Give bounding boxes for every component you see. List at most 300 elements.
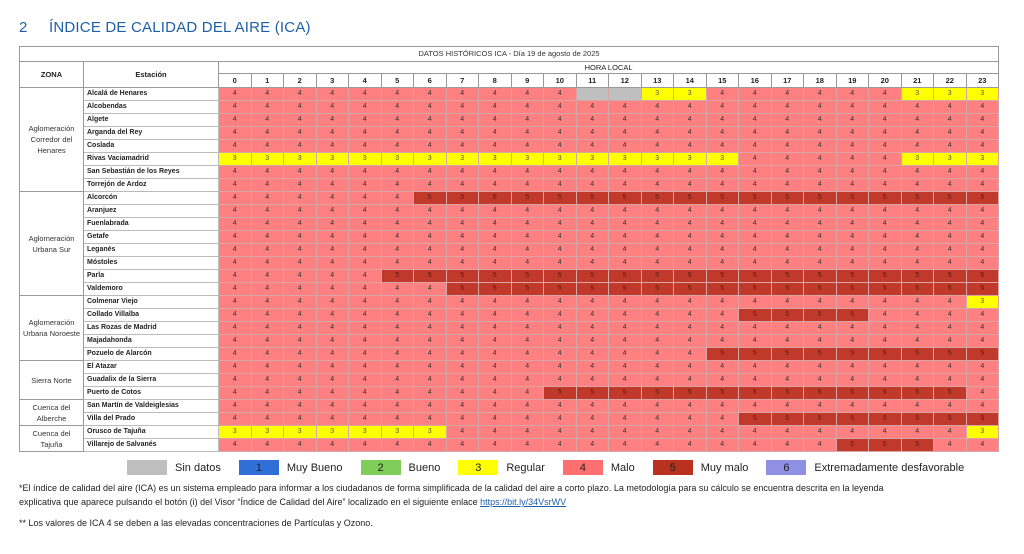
ica-value-cell: 4 (381, 231, 414, 244)
ica-value-cell: 4 (934, 257, 967, 270)
ica-value-cell: 3 (251, 426, 284, 439)
ica-value-cell: 4 (934, 218, 967, 231)
ica-value-cell: 4 (349, 127, 382, 140)
ica-value-cell: 4 (609, 205, 642, 218)
hour-header: 15 (706, 74, 739, 88)
ica-value-cell: 4 (869, 361, 902, 374)
ica-value-cell: 4 (446, 205, 479, 218)
ica-value-cell: 5 (901, 413, 934, 426)
ica-value-cell: 3 (219, 426, 252, 439)
ica-value-cell: 4 (804, 231, 837, 244)
legend-swatch: 4 (563, 460, 603, 475)
ica-value-cell: 4 (316, 257, 349, 270)
ica-value-cell: 4 (706, 309, 739, 322)
ica-value-cell: 4 (219, 309, 252, 322)
ica-value-cell: 4 (251, 218, 284, 231)
ica-value-cell: 4 (934, 335, 967, 348)
station-row (20, 101, 999, 114)
ica-value-cell: 4 (316, 387, 349, 400)
ica-value-cell: 4 (609, 400, 642, 413)
ica-value-cell: 4 (966, 140, 999, 153)
ica-value-cell: 4 (219, 244, 252, 257)
ica-value-cell: 4 (771, 205, 804, 218)
ica-value-cell: 4 (479, 322, 512, 335)
hora-local-header: HORA LOCAL (219, 62, 999, 74)
ica-value-cell: 4 (869, 374, 902, 387)
ica-value-cell: 4 (251, 309, 284, 322)
ica-value-cell: 3 (381, 426, 414, 439)
zone-label: Sierra Norte (20, 361, 84, 400)
station-row (20, 205, 999, 218)
ica-value-cell: 4 (349, 439, 382, 452)
station-row (20, 192, 999, 205)
ica-value-cell: 4 (609, 166, 642, 179)
ica-value-cell: 5 (706, 348, 739, 361)
ica-value-cell: 4 (479, 244, 512, 257)
station-row (20, 127, 999, 140)
ica-value-cell: 5 (674, 387, 707, 400)
ica-value-cell: 4 (479, 426, 512, 439)
ica-value-cell: 4 (674, 322, 707, 335)
ica-value-cell: 4 (511, 400, 544, 413)
ica-value-cell: 4 (739, 153, 772, 166)
ica-value-cell: 4 (706, 114, 739, 127)
ica-value-cell: 4 (349, 283, 382, 296)
ica-value-cell: 4 (544, 257, 577, 270)
ica-value-cell: 4 (576, 322, 609, 335)
ica-value-cell: 4 (804, 140, 837, 153)
ica-value-cell: 4 (641, 140, 674, 153)
ica-value-cell: 4 (349, 348, 382, 361)
ica-value-cell: 4 (381, 166, 414, 179)
ica-value-cell: 4 (219, 257, 252, 270)
ica-value-cell: 4 (511, 439, 544, 452)
ica-value-cell: 4 (446, 374, 479, 387)
ica-value-cell: 4 (544, 400, 577, 413)
ica-value-cell: 4 (804, 218, 837, 231)
ica-value-cell: 4 (934, 374, 967, 387)
ica-value-cell: 4 (674, 400, 707, 413)
ica-value-cell: 4 (966, 114, 999, 127)
ica-value-cell: 4 (381, 322, 414, 335)
legend-swatch: 6 (766, 460, 806, 475)
ica-value-cell: 5 (934, 192, 967, 205)
ica-value-cell: 4 (446, 101, 479, 114)
ica-value-cell: 4 (836, 426, 869, 439)
ica-value-cell: 4 (414, 400, 447, 413)
ica-value-cell: 4 (414, 283, 447, 296)
ica-value-cell: 4 (641, 309, 674, 322)
station-name: Fuenlabrada (84, 218, 219, 231)
ica-value-cell: 4 (284, 296, 317, 309)
ica-value-cell: 4 (576, 335, 609, 348)
hour-header: 9 (511, 74, 544, 88)
ica-value-cell: 4 (706, 127, 739, 140)
ica-value-cell: 4 (641, 257, 674, 270)
ica-value-cell: 4 (511, 413, 544, 426)
ica-value-cell: 4 (836, 127, 869, 140)
hour-header: 13 (641, 74, 674, 88)
legend-label: Sin datos (175, 461, 221, 474)
ica-value-cell: 5 (901, 387, 934, 400)
ica-value-cell: 4 (771, 361, 804, 374)
ica-value-cell: 4 (934, 140, 967, 153)
ica-value-cell: 4 (381, 400, 414, 413)
section-number: 2 (19, 19, 28, 36)
ica-value-cell: 4 (316, 140, 349, 153)
ica-value-cell: 4 (251, 88, 284, 101)
ica-value-cell: 4 (511, 166, 544, 179)
ica-value-cell: 4 (576, 114, 609, 127)
ica-value-cell: 4 (674, 335, 707, 348)
ica-value-cell: 4 (381, 335, 414, 348)
ica-value-cell: 4 (804, 244, 837, 257)
ica-value-cell: 4 (284, 374, 317, 387)
ica-value-cell: 4 (316, 296, 349, 309)
ica-value-cell: 5 (869, 270, 902, 283)
ica-value-cell: 4 (901, 309, 934, 322)
station-name: Villa del Prado (84, 413, 219, 426)
station-name: San Martín de Valdeiglesias (84, 400, 219, 413)
ica-value-cell: 4 (511, 309, 544, 322)
ica-value-cell: 4 (544, 179, 577, 192)
ica-value-cell: 4 (511, 426, 544, 439)
ica-value-cell: 3 (706, 153, 739, 166)
hour-header: 3 (316, 74, 349, 88)
ica-value-cell: 4 (349, 361, 382, 374)
ica-value-cell: 4 (901, 101, 934, 114)
ica-value-cell: 5 (706, 283, 739, 296)
ica-value-cell: 4 (414, 205, 447, 218)
station-name: Coslada (84, 140, 219, 153)
hour-header: 23 (966, 74, 999, 88)
section-title: ÍNDICE DE CALIDAD DEL AIRE (ICA) (49, 19, 311, 36)
ica-value-cell: 4 (641, 244, 674, 257)
ica-value-cell: 4 (869, 322, 902, 335)
ica-value-cell: 5 (479, 270, 512, 283)
hour-header: 2 (284, 74, 317, 88)
ica-value-cell: 5 (804, 309, 837, 322)
ica-value-cell: 4 (479, 413, 512, 426)
ica-value-cell: 4 (706, 244, 739, 257)
ica-value-cell: 3 (674, 153, 707, 166)
ica-value-cell: 4 (966, 127, 999, 140)
ica-value-cell: 4 (316, 179, 349, 192)
ica-value-cell: 4 (869, 244, 902, 257)
station-name: Alcobendas (84, 101, 219, 114)
ica-value-cell: 4 (349, 413, 382, 426)
ica-value-cell: 4 (771, 296, 804, 309)
ica-value-cell: 4 (349, 166, 382, 179)
ica-value-cell: 5 (446, 283, 479, 296)
ica-value-cell: 4 (414, 348, 447, 361)
ica-value-cell: 4 (511, 348, 544, 361)
ica-value-cell: 4 (381, 374, 414, 387)
ica-value-cell: 4 (316, 192, 349, 205)
ica-value-cell: 4 (966, 361, 999, 374)
station-row (20, 114, 999, 127)
ica-value-cell: 4 (706, 374, 739, 387)
ica-value-cell: 4 (836, 400, 869, 413)
ica-value-cell: 4 (641, 127, 674, 140)
zone-label: Cuenca del Tajuña (20, 426, 84, 452)
ica-value-cell: 4 (576, 413, 609, 426)
ica-value-cell: 4 (706, 218, 739, 231)
ica-value-cell: 4 (251, 166, 284, 179)
ica-value-cell: 4 (804, 114, 837, 127)
ica-value-cell: 4 (739, 127, 772, 140)
ica-value-cell: 4 (966, 400, 999, 413)
ica-value-cell: 4 (869, 205, 902, 218)
ica-value-cell: 4 (316, 322, 349, 335)
ica-value-cell: 4 (446, 218, 479, 231)
ica-value-cell: 4 (219, 205, 252, 218)
ica-value-cell: 4 (609, 101, 642, 114)
ica-value-cell: 4 (446, 296, 479, 309)
ica-value-cell: 4 (219, 296, 252, 309)
ica-value-cell: 4 (804, 335, 837, 348)
ica-value-cell: 4 (934, 244, 967, 257)
ica-value-cell: 4 (771, 322, 804, 335)
ica-value-cell: 4 (674, 218, 707, 231)
ica-value-cell: 4 (251, 205, 284, 218)
ica-value-cell: 4 (739, 205, 772, 218)
ica-value-cell: 4 (544, 205, 577, 218)
ica-value-cell: 4 (576, 309, 609, 322)
ica-value-cell: 5 (771, 283, 804, 296)
ica-value-cell: 4 (414, 114, 447, 127)
ica-value-cell: 4 (414, 257, 447, 270)
ica-value-cell: 4 (706, 426, 739, 439)
station-name: San Sebastián de los Reyes (84, 166, 219, 179)
station-row (20, 309, 999, 322)
zone-label: Aglomeración Corredor del Henares (20, 88, 84, 192)
hour-header: 17 (771, 74, 804, 88)
ica-value-cell: 4 (674, 101, 707, 114)
ica-value-cell: 4 (316, 335, 349, 348)
ica-value-cell: 4 (219, 179, 252, 192)
station-row (20, 348, 999, 361)
ica-value-cell: 4 (381, 205, 414, 218)
ica-value-cell: 4 (641, 374, 674, 387)
ica-value-cell: 4 (739, 244, 772, 257)
ica-value-cell: 4 (674, 257, 707, 270)
ica-value-cell: 4 (414, 231, 447, 244)
ica-value-cell: 4 (771, 231, 804, 244)
ica-value-cell: 4 (219, 88, 252, 101)
ica-value-cell: 4 (349, 88, 382, 101)
station-row (20, 179, 999, 192)
ica-value-cell: 5 (836, 413, 869, 426)
ica-value-cell: 4 (771, 166, 804, 179)
ica-value-cell: 4 (251, 335, 284, 348)
ica-value-cell: 4 (804, 127, 837, 140)
ica-value-cell: 4 (869, 218, 902, 231)
ica-value-cell: 4 (284, 205, 317, 218)
ica-value-cell: 4 (706, 257, 739, 270)
ica-value-cell: 4 (414, 127, 447, 140)
station-name: Arganda del Rey (84, 127, 219, 140)
ica-value-cell: 4 (544, 244, 577, 257)
ica-value-cell: 4 (544, 166, 577, 179)
ica-value-cell: 4 (576, 348, 609, 361)
ica-value-cell: 4 (284, 283, 317, 296)
ica-value-cell: 4 (836, 361, 869, 374)
ica-value-cell: 4 (804, 374, 837, 387)
ica-value-cell: 4 (869, 426, 902, 439)
ica-value-cell: 4 (966, 218, 999, 231)
ica-value-cell: 4 (576, 166, 609, 179)
ica-value-cell: 4 (349, 387, 382, 400)
ica-value-cell: 4 (836, 257, 869, 270)
ica-value-cell: 4 (284, 413, 317, 426)
ica-value-cell: 4 (901, 374, 934, 387)
ica-value-cell: 4 (739, 231, 772, 244)
hour-header: 0 (219, 74, 252, 88)
ica-value-cell: 5 (901, 439, 934, 452)
ica-value-cell: 4 (771, 153, 804, 166)
ica-value-cell: 4 (869, 335, 902, 348)
ica-value-cell: 4 (706, 439, 739, 452)
ica-value-cell: 5 (446, 192, 479, 205)
ica-value-cell: 4 (609, 140, 642, 153)
ica-value-cell: 4 (544, 322, 577, 335)
ica-value-cell: 4 (284, 218, 317, 231)
ica-value-cell: 4 (479, 296, 512, 309)
hour-header: 22 (934, 74, 967, 88)
station-name: Pozuelo de Alarcón (84, 348, 219, 361)
legend-swatch (127, 460, 167, 475)
ica-value-cell: 4 (739, 335, 772, 348)
ica-value-cell: 4 (641, 296, 674, 309)
station-row (20, 335, 999, 348)
ica-value-cell: 4 (771, 439, 804, 452)
footnote-1-line2-text: explicativa que aparece pulsando el botón (i) del Visor “Índice de Calidad del Aire” localizado en el siguiente enlace (19, 497, 481, 507)
ica-value-cell: 4 (511, 114, 544, 127)
ica-value-cell (609, 88, 642, 101)
ica-value-cell: 4 (446, 166, 479, 179)
ica-value-cell: 5 (739, 270, 772, 283)
ica-value-cell: 5 (771, 309, 804, 322)
ica-value-cell: 5 (836, 439, 869, 452)
ica-value-cell: 4 (251, 348, 284, 361)
ica-value-cell: 4 (804, 361, 837, 374)
ica-value-cell: 5 (836, 270, 869, 283)
ica-value-cell: 4 (771, 114, 804, 127)
ica-value-cell: 5 (934, 413, 967, 426)
zona-header: ZONA (20, 62, 84, 88)
ica-value-cell: 4 (609, 179, 642, 192)
ica-value-cell: 4 (251, 140, 284, 153)
ica-value-cell: 4 (414, 322, 447, 335)
ica-value-cell: 4 (836, 140, 869, 153)
legend-label: Malo (610, 461, 635, 474)
ica-value-cell: 4 (609, 348, 642, 361)
ica-value-cell: 4 (966, 374, 999, 387)
ica-value-cell: 5 (544, 270, 577, 283)
ica-value-cell: 4 (934, 114, 967, 127)
ica-value-cell: 4 (674, 205, 707, 218)
ica-value-cell: 4 (414, 361, 447, 374)
ica-value-cell: 5 (576, 192, 609, 205)
ica-value-cell: 4 (219, 374, 252, 387)
ica-value-cell: 4 (349, 231, 382, 244)
hour-header: 14 (674, 74, 707, 88)
station-row (20, 283, 999, 296)
ica-value-cell: 5 (544, 283, 577, 296)
footnote-1-line1: *El índice de calidad del aire (ICA) es un sistema empleado para informar a los ciudadanos de forma simplificada de la calidad del aire a corto plazo. La metodología para su cálculo se encuentra descrita en la leyenda (19, 483, 884, 493)
ica-value-cell: 4 (446, 322, 479, 335)
ica-value-cell: 4 (446, 257, 479, 270)
ica-value-cell: 4 (479, 257, 512, 270)
ica-value-cell: 4 (544, 374, 577, 387)
ica-value-cell: 4 (219, 127, 252, 140)
ica-value-cell: 5 (576, 387, 609, 400)
ica-value-cell: 4 (836, 88, 869, 101)
ica-value-cell: 4 (706, 179, 739, 192)
hour-header: 4 (349, 74, 382, 88)
ica-value-cell: 4 (316, 244, 349, 257)
ica-value-cell: 4 (869, 88, 902, 101)
ica-value-cell: 4 (641, 413, 674, 426)
station-name: Collado Villalba (84, 309, 219, 322)
ica-value-cell: 4 (901, 322, 934, 335)
ica-value-cell: 4 (576, 361, 609, 374)
ica-value-cell: 4 (576, 205, 609, 218)
ica-value-cell: 4 (284, 140, 317, 153)
ica-value-cell: 5 (609, 387, 642, 400)
ica-value-cell: 4 (219, 387, 252, 400)
ica-value-cell: 4 (544, 413, 577, 426)
ica-value-cell: 4 (706, 231, 739, 244)
ica-value-cell: 4 (251, 322, 284, 335)
station-name: Alcalá de Henares (84, 88, 219, 101)
ica-value-cell: 4 (414, 439, 447, 452)
hour-header: 7 (446, 74, 479, 88)
ica-value-cell: 4 (316, 270, 349, 283)
visor-link[interactable]: https://bit.ly/34VsrWV (480, 497, 567, 507)
ica-value-cell: 5 (771, 413, 804, 426)
ica-value-cell: 4 (609, 361, 642, 374)
station-name: Rivas Vaciamadrid (84, 153, 219, 166)
ica-value-cell: 4 (316, 127, 349, 140)
ica-value-cell: 3 (251, 153, 284, 166)
ica-value-cell: 4 (836, 296, 869, 309)
ica-value-cell: 4 (739, 296, 772, 309)
ica-value-cell: 5 (869, 413, 902, 426)
ica-value-cell: 4 (576, 140, 609, 153)
ica-value-cell: 4 (349, 270, 382, 283)
ica-value-cell: 4 (284, 387, 317, 400)
ica-value-cell: 5 (511, 270, 544, 283)
ica-value-cell: 4 (284, 114, 317, 127)
ica-value-cell: 4 (219, 283, 252, 296)
station-name: Las Rozas de Madrid (84, 322, 219, 335)
ica-value-cell: 4 (284, 361, 317, 374)
ica-value-cell: 4 (446, 231, 479, 244)
ica-value-cell: 4 (381, 257, 414, 270)
ica-value-cell: 3 (901, 88, 934, 101)
ica-value-cell: 4 (316, 400, 349, 413)
ica-value-cell: 4 (381, 179, 414, 192)
ica-value-cell: 4 (316, 283, 349, 296)
ica-value-cell: 4 (219, 400, 252, 413)
hour-header: 19 (836, 74, 869, 88)
ica-value-cell: 4 (284, 309, 317, 322)
ica-value-cell: 4 (739, 140, 772, 153)
ica-value-cell: 4 (869, 179, 902, 192)
ica-value-cell: 4 (414, 166, 447, 179)
